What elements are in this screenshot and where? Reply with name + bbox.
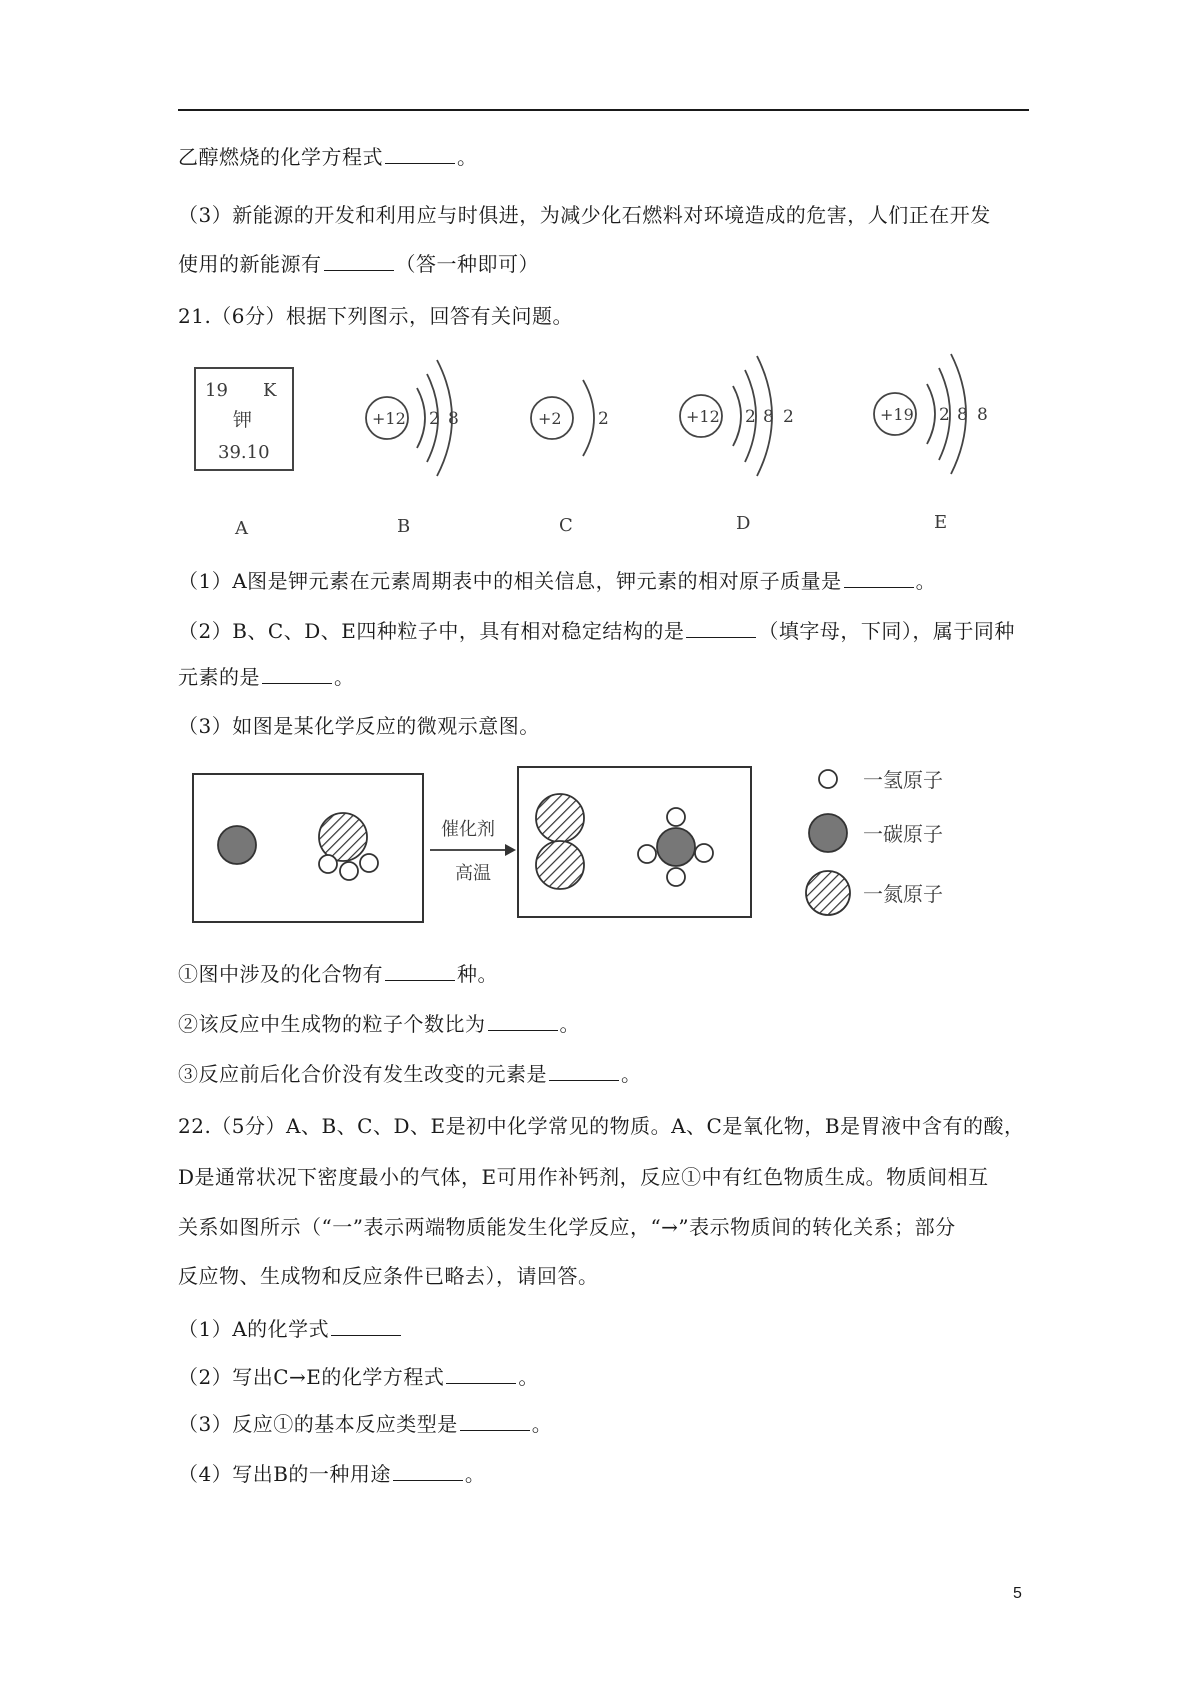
text-line: （1）A的化学式 (178, 1315, 403, 1343)
figure-label-D: D (736, 513, 751, 534)
high-temperature-label: 高温 (455, 863, 491, 884)
question-22-title: 22.（5分）A、B、C、D、E是初中化学常见的物质。A、C是氧化物，B是胃液中含有的酸， (178, 1114, 1025, 1138)
element-mass: 39.10 (218, 442, 270, 463)
methane-molecule (638, 808, 713, 886)
atom-E (874, 354, 988, 474)
answer-blank[interactable] (446, 1365, 516, 1384)
svg-text:8: 8 (957, 405, 968, 425)
text-line: （4）写出B的一种用途 。 (178, 1462, 486, 1486)
figure-label-B: B (397, 516, 411, 537)
atom-B (366, 360, 459, 476)
answer-blank[interactable] (549, 1062, 619, 1081)
text-line: 使用的新能源有 （答一种即可） (178, 252, 539, 276)
svg-text:2: 2 (939, 405, 950, 425)
answer-blank[interactable] (324, 252, 394, 271)
figure-label-C: C (559, 515, 573, 536)
legend-nitrogen: 一氮原子 (863, 882, 943, 906)
svg-text:8: 8 (763, 407, 774, 427)
figure-label-A: A (235, 518, 248, 539)
header-rule (178, 109, 1029, 111)
text-line: （1）A图是钾元素在元素周期表中的相关信息，钾元素的相对原子质量是 。 (178, 569, 937, 593)
text-line: （2）写出C→E的化学方程式 。 (178, 1365, 539, 1389)
svg-text:8: 8 (977, 405, 988, 425)
catalyst-label: 催化剂 (441, 819, 495, 840)
text-line: （3）如图是某化学反应的微观示意图。 (178, 714, 540, 738)
element-name: 钾 (233, 409, 253, 431)
text-line: （3）新能源的开发和利用应与时俱进，为减少化石燃料对环境造成的危害，人们正在开发 (178, 203, 991, 227)
figure-label-E: E (934, 512, 948, 533)
text-line: （3）反应①的基本反应类型是 。 (178, 1412, 553, 1436)
svg-text:+19: +19 (880, 405, 914, 424)
svg-text:2: 2 (783, 407, 794, 427)
text-line: ③反应前后化合价没有发生改变的元素是 。 (178, 1062, 642, 1086)
answer-blank[interactable] (262, 665, 332, 684)
atom-structure-figure (185, 340, 1015, 540)
answer-blank[interactable] (331, 1317, 401, 1336)
question-21-title: 21.（6分）根据下列图示，回答有关问题。 (178, 304, 574, 328)
legend-hydrogen: 一氢原子 (863, 768, 943, 792)
answer-blank[interactable] (686, 619, 756, 638)
text-line: （2）B、C、D、E四种粒子中，具有相对稳定结构的是 （填字母，下同），属于同种 (178, 619, 1015, 643)
text-line: 关系如图所示（“一”表示两端物质能发生化学反应，“→”表示物质间的转化关系；部分 (178, 1215, 956, 1239)
answer-blank[interactable] (844, 569, 914, 588)
svg-text:2: 2 (745, 407, 756, 427)
atom-C (531, 380, 609, 456)
page-number: 5 (1013, 1585, 1022, 1602)
svg-text:8: 8 (448, 409, 459, 429)
answer-blank[interactable] (488, 1012, 558, 1031)
text-line: ①图中涉及的化合物有 种。 (178, 962, 498, 986)
svg-text:2: 2 (598, 409, 609, 429)
text-line: 元素的是 。 (178, 665, 355, 689)
svg-text:+12: +12 (686, 407, 720, 426)
answer-blank[interactable] (385, 145, 455, 164)
text-line: D是通常状况下密度最小的气体，E可用作补钙剂，反应①中有红色物质生成。物质间相互 (178, 1165, 989, 1189)
reaction-diagram (185, 755, 1030, 930)
svg-text:2: 2 (429, 409, 440, 429)
ammonia-molecule (319, 813, 378, 880)
answer-blank[interactable] (460, 1412, 530, 1431)
svg-text:+2: +2 (538, 409, 562, 428)
legend (806, 768, 943, 915)
carbon-atom (218, 826, 256, 864)
answer-blank[interactable] (385, 962, 455, 981)
atom-D (680, 356, 794, 476)
nitrogen-molecule (536, 794, 584, 889)
element-number: 19 (205, 380, 228, 401)
element-symbol: K (263, 380, 277, 401)
legend-carbon: 一碳原子 (863, 822, 943, 846)
element-card-A (195, 368, 293, 470)
answer-blank[interactable] (393, 1462, 463, 1481)
text-line: 反应物、生成物和反应条件已略去），请回答。 (178, 1264, 599, 1288)
text-line: ②该反应中生成物的粒子个数比为 。 (178, 1012, 580, 1036)
text-line: 乙醇燃烧的化学方程式 。 (178, 145, 478, 169)
svg-text:+12: +12 (372, 409, 406, 428)
